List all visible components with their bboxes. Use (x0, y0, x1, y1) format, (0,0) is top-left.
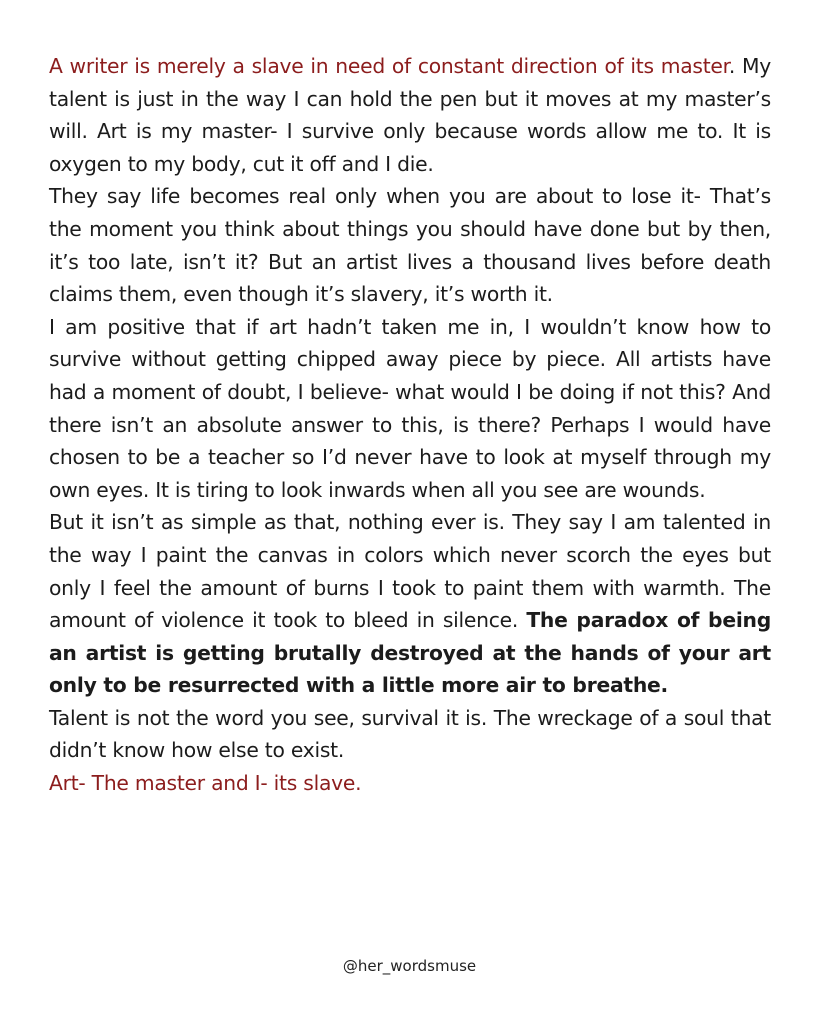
paragraph-1-text: . My talent is just in the way I can hold the pen but it moves at my master’s will. Art is my master- I survive only because words allow me to. It is oxygen to my body, cut it off and I die. (49, 54, 771, 176)
paragraph-5: Talent is not the word you see, survival it is. The wreckage of a soul that didn’t know how else to exist. (49, 705, 771, 763)
paragraph-3: I am positive that if art hadn’t taken me in, I wouldn’t know how to survive without getting chipped away piece by piece. All artists have had a moment of doubt, I believe- what would I be doing if not this? And there isn’t an absolute answer to this, is there? Perhaps I would have chosen to be a teacher so I’d never have to look at myself through my own eyes. It is tiring to look inwards when all you see are wounds. (49, 314, 771, 502)
opening-line: A writer is merely a slave in need of constant direction of its master (49, 54, 729, 78)
paragraph-1 (49, 50, 771, 180)
paragraph-4-text: But it isn’t as simple as that, nothing ever is. They say I am talented in the way I paint the canvas in colors which never scorch the eyes but only I feel the amount of burns I took to paint them with warmth. The amount of violence it took to bleed in silence. (49, 510, 771, 633)
author-handle: @her_wordsmuse (342, 957, 477, 975)
paragraph-4-emphasis: The paradox of being an artist is getting brutally destroyed at the hands of your art only to be resurrected with a little more air to breathe. (49, 608, 771, 698)
closing-line: Art- The master and I- its slave. (49, 771, 362, 796)
essay-body (49, 50, 771, 800)
paragraph-2: They say life becomes real only when you are about to lose it- That’s the moment you think about things you should have done but by then, it’s too late, isn’t it? But an artist lives a thousand lives before death claims them, even though it’s slavery, it’s worth it. (49, 184, 771, 307)
paragraph-4 (49, 506, 771, 702)
